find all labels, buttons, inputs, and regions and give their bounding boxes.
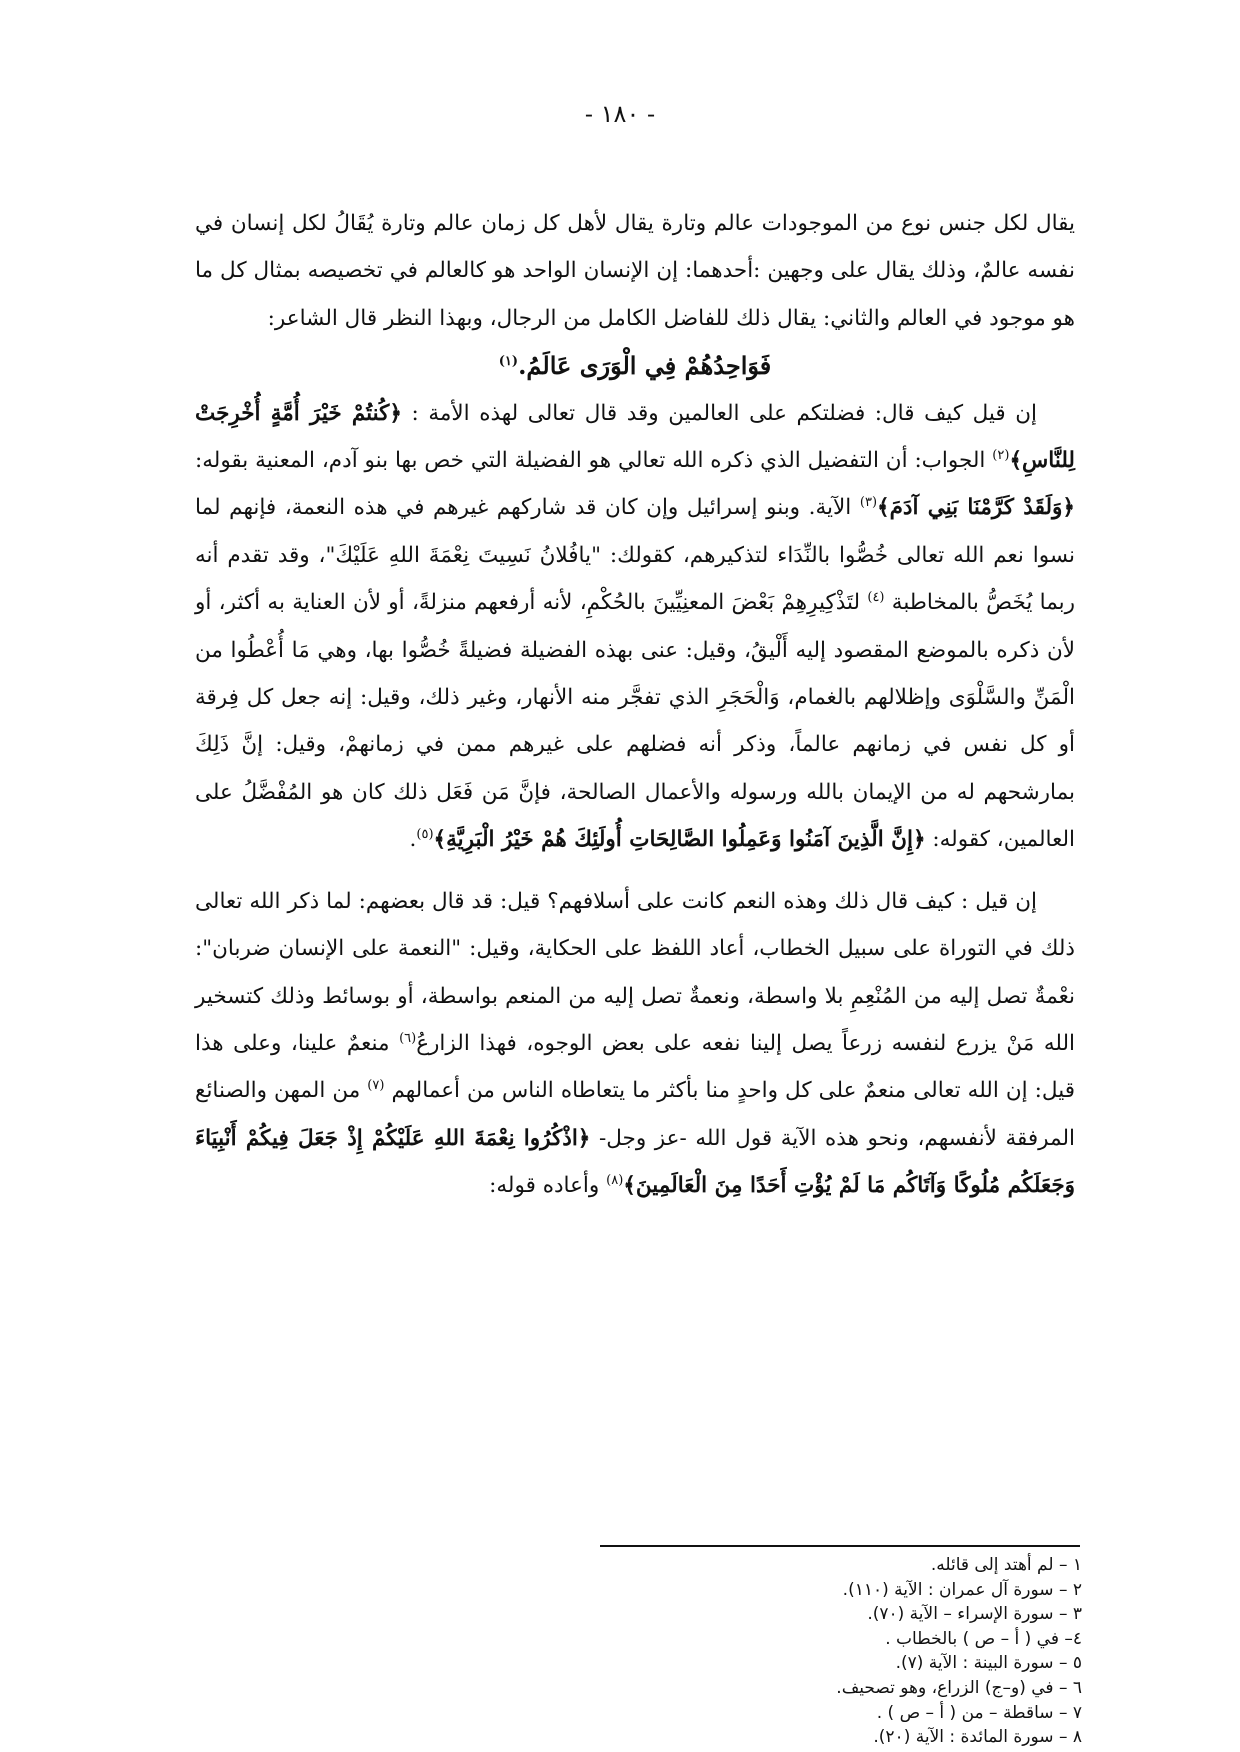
paragraph-2-text-c: الآية. وبنو إسرائيل وإن كان قد شاركهم غيرهم في هذه النعمة، فإنهم لما نسوا نعم الله تعالى خُصُّوا بالنِّدَاء لتذكيرهم، كقولك: "يافُلانُ نَسِيتَ نِعْمَةَ اللهِ عَلَيْكَ"، وقد تقدم أنه ربما يُخَصُّ بالمخاطبة (195, 495, 1075, 616)
footnotes-list (562, 1553, 1082, 1750)
main-text (195, 200, 1075, 1210)
paragraph-2-text-a: إن قيل كيف قال: فضلتكم على العالمين وقد قال تعالى لهذه الأمة : (411, 400, 1037, 426)
footnote-item: ٧ – ساقطة – من ( أ – ص ) . (876, 1702, 1082, 1723)
footnote-ref-3: (٣) (859, 495, 878, 511)
poetry-verse (195, 342, 1075, 389)
paragraph-2-text-d: لتَذْكِيرِهِمْ بَعْضَ المعنِيِّينَ بالحُكْمِ، لأنه أرفعهم منزلةً، أو لأن العناية به أكثر، أو لأن ذكره بالموضع المقصود إليه أَلْيقُ، وقيل: عنى بهذه الفضيلة فضيلةً خُصُّوا بها، وهي مَا أُعْطُوا من الْمَنِّ والسَّلْوَى وإظلالهم بالغمام، وَالْحَجَرِ الذي تفجَّر منه الأنهار، وغير ذلك، وقيل: إنه جعل كل فِرقة أو كل نفس في زمانهم عالماً، وذكر أنه فضلهم على غيرهم ممن في زمانهمْ، وقيل: إنَّ ذَلِكَ بمارشحهم له من الإيمان بالله ورسوله والأعمال الصالحة، فإنَّ مَن فَعَل ذلك كان هو المُفْضَّلُ على العالمين، كقوله: (195, 590, 1075, 853)
footnote-separator (600, 1545, 1080, 1547)
footnote-ref-7: (٧) (367, 1078, 385, 1094)
paragraph-2-end: . (409, 827, 417, 853)
footnote-ref-4: (٤) (867, 590, 885, 606)
quran-quote-2: ﴿وَلَقَدْ كَرَّمْنَا بَنِي آدَمَ﴾ (877, 495, 1075, 521)
footnote-item: ٣ – سورة الإسراء – الآية (٧٠). (867, 1604, 1082, 1625)
poetry-verse-text: فَوَاحِدُهُمْ فِي الْوَرَى عَالَمُ. (518, 351, 772, 381)
footnote-ref-1: (١) (498, 354, 519, 370)
paragraph-2-text-b: الجواب: أن التفضيل الذي ذكره الله تعالي هو الفضيلة التي خص بها بنو آدم، المعنية بقوله: (195, 448, 986, 474)
quran-quote-4: ﴿اذْكُرُوا نِعْمَةَ اللهِ عَلَيْكُمْ إِذْ جَعَلَ فِيكُمْ أَنْبِيَاءَ وَجَعَلَكُم مُلُوكًا وَآتَاكُم مَا لَمْ يُؤْتِ أَحَدًا مِنَ الْعَالَمِينَ﴾ (195, 1125, 1075, 1199)
paragraph-3 (195, 878, 1075, 1210)
footnote-item: ٢ – سورة آل عمران : الآية (١١٠). (842, 1579, 1082, 1600)
quran-quote-1: ﴿كُنتُمْ خَيْرَ أُمَّةٍ أُخْرِجَتْ لِلنَّاسِ﴾ (195, 400, 1075, 474)
footnote-item: ٨ – سورة المائدة : الآية (٢٠). (873, 1727, 1082, 1748)
footnote-ref-2: (٢) (992, 447, 1010, 463)
paragraph-3-text-d: وأعاده قوله: (489, 1173, 600, 1199)
footnote-item: ٤– في ( أ – ص ) بالخطاب . (885, 1628, 1082, 1649)
paragraph-3-text-b: منعمٌ علينا، وعلى هذا قيل: إن الله تعالى منعمٌ على كل واحدٍ منا بأكثر ما يتعاطاه الناس من أعمالهم (195, 1030, 1075, 1104)
footnote-item: ٥ – سورة البينة : الآية (٧). (895, 1653, 1082, 1674)
paragraph-3-text-c: من المهن والصنائع المرفقة لأنفسهم، ونحو هذه الآية قول الله -عز وجل- (195, 1078, 1075, 1151)
quran-quote-3: ﴿إِنَّ الَّذِينَ آمَنُوا وَعَمِلُوا الصَّالِحَاتِ أُولَئِكَ هُمْ خَيْرُ الْبَرِيَّةِ﴾ (433, 827, 926, 853)
page-number: - ١٨٠ - (584, 100, 656, 128)
paragraph-1 (195, 200, 1075, 342)
footnote-item: ٦ – في (و–ج) الزراع، وهو تصحيف. (836, 1677, 1082, 1698)
paragraph-3-text-a: إن قيل : كيف قال ذلك وهذه النعم كانت على أسلافهم؟ قيل: قد قال بعضهم: لما ذكر الله تعالى ذلك في التوراة على سبيل الخطاب، أعاد اللفظ على الحكاية، وقيل: "النعمة على الإنسان ضربان": نعْمةٌ تصل إليه من المُنْعِمِ بلا واسطة، ونعمةٌ تصل إليه من المنعم بواسطة، أو بوسائط وذلك كتسخير الله مَنْ يزرع لنفسه زرعاً يصل إلينا نفعه على بعض الوجوه، فهذا الزارعُ (195, 888, 1075, 1056)
footnote-ref-8: (٨) (606, 1172, 624, 1188)
footnote-ref-6: (٦) (399, 1030, 417, 1046)
paragraph-2 (195, 390, 1075, 864)
paragraph-1-text: يقال لكل جنس نوع من الموجودات عالم وتارة يقال لأهل كل زمان عالم وتارة يُقَالُ لكل إنسان في نفسه عالمٌ، وذلك يقال على وجهين :أحدهما: إن الإنسان الواحد هو كالعالم في تخصيصه بمثال كل ما هو موجود في العالم والثاني: يقال ذلك للفاضل الكامل من الرجال، وبهذا النظر قال الشاعر: (195, 211, 1075, 331)
footnote-item: ١ – لم أهتد إلى قائله. (930, 1555, 1082, 1575)
footnote-ref-5: (٥) (416, 827, 434, 843)
